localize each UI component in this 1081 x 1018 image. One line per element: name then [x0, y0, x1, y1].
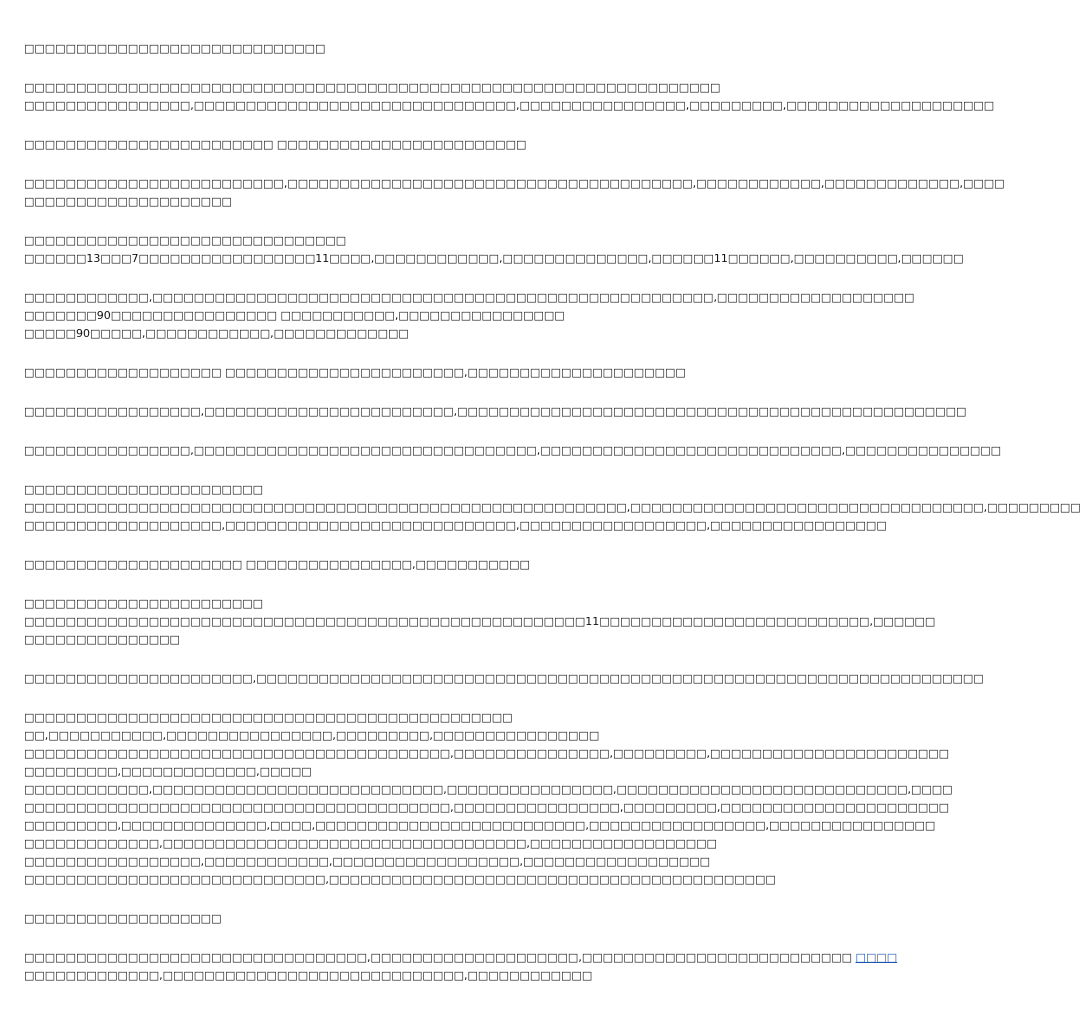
text-line [24, 799, 950, 817]
text-run: □□□□□□□□□□□□,□□□□□□□□□□□□□□□□□□□□□□□□□□□□,□□□□□□□□□□□□□□□□,□□□□□□□□□□□□□□□□□□□□□□□□□□□□,□□□□ [24, 783, 953, 796]
text-run: □□□□□□□□□□□□□□□□□□□□□□□ [24, 597, 264, 610]
paragraph [24, 175, 1005, 211]
paragraph [24, 910, 714, 928]
text-run: □□□□□□□□□□□□□□□□□□□□□□□□□□□□□□□ [24, 234, 347, 247]
text-line [24, 817, 936, 835]
text-line [24, 910, 714, 928]
text-run: □□□□□□□□□□□□□□□□,□□□□□□□□□□□□□□□□□□□□□□□□□□□□□□□,□□□□□□□□□□□□□□□□,□□□□□□□□□,□□□□□□□□□□□□□□□□□□□□ [24, 99, 995, 112]
text-run: □□□□□□□□□□□□□□□ [24, 633, 180, 646]
paragraph [24, 949, 898, 985]
paragraph [24, 136, 714, 154]
paragraph [24, 481, 1081, 535]
text-run: □□□□□□□□□□□□□□□□□□□□□□□□□□□□□ [24, 42, 326, 55]
paragraph [24, 289, 915, 343]
text-run: □□□□□□□□□□□□□□□□□□□□□□□□□□□□□□□□□□□□□□□□□□□□□□□ [24, 711, 513, 724]
text-line [24, 403, 967, 421]
text-run: □□□□□□□□□□□□□□□□□□□□□□□□ □□□□□□□□□□□□□□□□□□□□□□□□ [24, 138, 527, 151]
text-line [24, 949, 898, 967]
paragraph [24, 79, 995, 115]
text-run: □□□□□□□□□□□□□□□□□□□,□□□□□□□□□□□□□□□□□□□□□□□□□□□□,□□□□□□□□□□□□□□□□□□,□□□□□□□□□□□□□□□□□ [24, 519, 887, 532]
text-line [24, 232, 714, 250]
text-line [24, 595, 714, 613]
text-line [24, 517, 887, 535]
text-line [24, 709, 714, 727]
text-line [24, 193, 714, 211]
text-run: □□□□□□□□□□□□□,□□□□□□□□□□□□□□□□□□□□□□□□□□□□□□□□□□□,□□□□□□□□□□□□□□□□□□ [24, 837, 717, 850]
text-line [24, 670, 984, 688]
text-line [24, 763, 714, 781]
paragraph [24, 40, 714, 58]
text-run: □□□□□□□□□□□□□□□□□□□□□□,□□□□□□□□□□□□□□□□□□□□□□□□□□□□□□□□□□□□□□□□□□□□□□□□□□□□□□□□□□□□□□□□□□□□□□ [24, 672, 984, 685]
text-run: □□□□□□□□□□□□□□□□□□□□□□□□□□□□□□□□□□□□□□□□□□□□□□□□□□□□□□□□□□,□□□□□□□□□□□□□□□□□□□□□□□□□□□□□□□□□□,□□□□□□□□□ [24, 501, 1081, 514]
text-line [24, 745, 950, 763]
text-run: □□□□□□□□□□□□□□□□□□□□□ □□□□□□□□□□□□□□□□,□□□□□□□□□□□ [24, 558, 530, 571]
text-run: □□,□□□□□□□□□□□,□□□□□□□□□□□□□□□□,□□□□□□□□□,□□□□□□□□□□□□□□□□ [24, 729, 600, 742]
text-run: □□□□□□□□□□□□□□□□□,□□□□□□□□□□□□,□□□□□□□□□□□□□□□□□□,□□□□□□□□□□□□□□□□□□ [24, 855, 711, 868]
article-body [24, 40, 1081, 1006]
text-line [24, 40, 714, 58]
paragraph [24, 364, 714, 382]
text-line [24, 499, 1081, 517]
text-run: □□□□□□□□□□□□□□□□□□□□□□□□□□□□□,□□□□□□□□□□□□□□□□□□□□□□□□□□□□□□□□□□□□□□□□□□□ [24, 873, 776, 886]
text-line [24, 556, 714, 574]
text-line [24, 481, 714, 499]
text-run: □□□□□□□□□□□□□□□□□□□ [24, 912, 222, 925]
text-run: □□□□□□□90□□□□□□□□□□□□□□□□ □□□□□□□□□□□,□□□□□□□□□□□□□□□□ [24, 309, 565, 322]
text-run: □□□□□□□□□□□□□□□□□□□□□□□□□□□□□□□□□□□□□□□□□□□□□□□□□□□□□□11□□□□□□□□□□□□□□□□□□□□□□□□□□,□□□□□□ [24, 615, 936, 628]
text-run: □□□□□□□□□,□□□□□□□□□□□□□,□□□□□ [24, 765, 312, 778]
text-run: □□□□□□□□□□□□□,□□□□□□□□□□□□□□□□□□□□□□□□□□□□□,□□□□□□□□□□□□ [24, 969, 593, 982]
text-line [24, 727, 714, 745]
text-line [24, 79, 721, 97]
text-run: □□□□□□□□□□□□,□□□□□□□□□□□□□□□□□□□□□□□□□□□□□□□□□□□□□□□□□□□□□□□□□□□□□□,□□□□□□□□□□□□□□□□□□□ [24, 291, 915, 304]
text-line [24, 97, 995, 115]
paragraph [24, 403, 967, 421]
text-line [24, 835, 717, 853]
text-line [24, 781, 953, 799]
text-run: □□□□□□□□□□□□□□□□□□□□ [24, 195, 232, 208]
text-line [24, 853, 714, 871]
text-run: □□□□□□□□□□□□□□□□,□□□□□□□□□□□□□□□□□□□□□□□□□□□□□□□□□,□□□□□□□□□□□□□□□□□□□□□□□□□□□□□,□□□□□□□□□□□□□□□ [24, 444, 1002, 457]
text-line [24, 364, 714, 382]
text-run: □□□□□□□□□□□□□□□□□□□□□□□□□□□□□□□□□□□□□□□□□,□□□□□□□□□□□□□□□□,□□□□□□□□□,□□□□□□□□□□□□□□□□□□□□□□ [24, 801, 950, 814]
paragraph [24, 595, 936, 649]
text-run: □□□□□□□□□,□□□□□□□□□□□□□□,□□□□,□□□□□□□□□□□□□□□□□□□□□□□□□□,□□□□□□□□□□□□□□□□□,□□□□□□□□□□□□□□□□ [24, 819, 936, 832]
text-line [24, 307, 714, 325]
paragraph [24, 442, 1002, 460]
paragraph [24, 232, 964, 268]
text-run: □□□□□□□□□□□□□□□□□□□ □□□□□□□□□□□□□□□□□□□□□□□,□□□□□□□□□□□□□□□□□□□□□ [24, 366, 686, 379]
text-line [24, 136, 714, 154]
inline-link[interactable]: □□□□ [855, 951, 898, 964]
text-line [24, 289, 915, 307]
text-line [24, 175, 1005, 193]
text-line [24, 250, 964, 268]
text-line [24, 442, 1002, 460]
text-run: □□□□□□□□□□□□□□□□□□□□□□□□□,□□□□□□□□□□□□□□□□□□□□□□□□□□□□□□□□□□□□□□□,□□□□□□□□□□□□,□□□□□□□□□□□□□,□□□□ [24, 177, 1005, 190]
text-line [24, 871, 776, 889]
text-run: □□□□□□□□□□□□□□□□□,□□□□□□□□□□□□□□□□□□□□□□□□,□□□□□□□□□□□□□□□□□□□□□□□□□□□□□□□□□□□□□□□□□□□□□□□□□ [24, 405, 967, 418]
text-line [24, 613, 936, 631]
paragraph [24, 670, 984, 688]
text-run: □□□□□90□□□□□,□□□□□□□□□□□□,□□□□□□□□□□□□□ [24, 327, 409, 340]
paragraph [24, 556, 714, 574]
text-line [24, 325, 714, 343]
text-run: □□□□□□□□□□□□□□□□□□□□□□□□□□□□□□□□□,□□□□□□□□□□□□□□□□□□□□,□□□□□□□□□□□□□□□□□□□□□□□□□□ [24, 951, 856, 964]
text-run: □□□□□□□□□□□□□□□□□□□□□□□ [24, 483, 264, 496]
text-line [24, 631, 714, 649]
text-run: □□□□□□13□□□7□□□□□□□□□□□□□□□□□11□□□□,□□□□□□□□□□□□,□□□□□□□□□□□□□□,□□□□□□11□□□□□□,□□□□□□□□□□,□□□□□□ [24, 252, 964, 265]
text-line [24, 967, 714, 985]
text-run: □□□□□□□□□□□□□□□□□□□□□□□□□□□□□□□□□□□□□□□□□,□□□□□□□□□□□□□□□,□□□□□□□□□,□□□□□□□□□□□□□□□□□□□□□□□ [24, 747, 950, 760]
paragraph [24, 709, 953, 889]
text-run: □□□□□□□□□□□□□□□□□□□□□□□□□□□□□□□□□□□□□□□□□□□□□□□□□□□□□□□□□□□□□□□□□□□ [24, 81, 721, 94]
